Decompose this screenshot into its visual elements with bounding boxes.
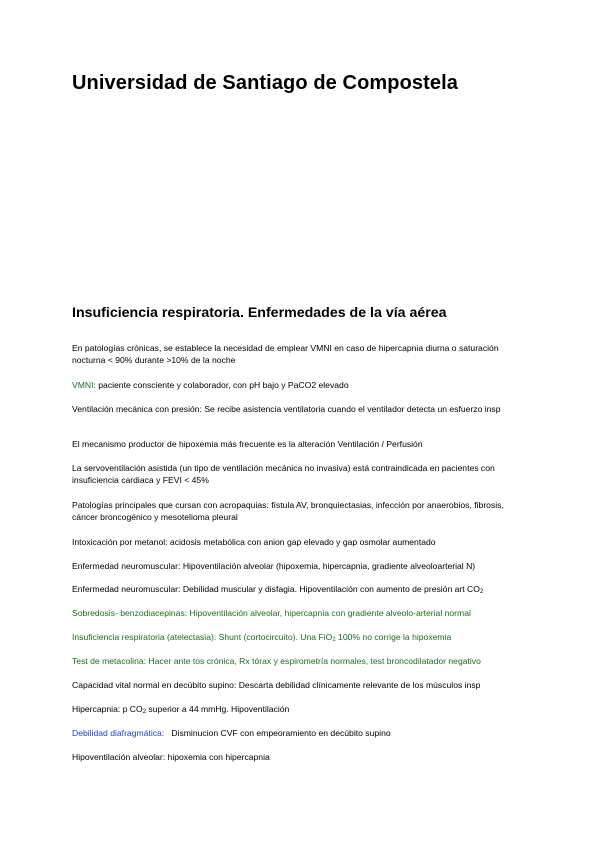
note-text: 100% no corrige la hipoxemia (335, 632, 452, 642)
note-item: Capacidad vital normal en decúbito supino: Descarta debilidad clínicamente relevante de los músculos insp (72, 680, 481, 690)
note-item (72, 632, 532, 644)
note-item (72, 380, 532, 392)
university-title: Universidad de Santiago de Compostela (72, 72, 459, 94)
section-title: Insuficiencia respiratoria. Enfermedades de la vía aérea (72, 305, 447, 321)
note-text: Disminucion CVF con empeoramiento en decúbito supino (164, 728, 391, 738)
note-highlight: Debilidad diafragmática: (72, 728, 165, 738)
note-item (72, 584, 532, 596)
note-item: El mecanismo productor de hipoxemia más frecuente es la alteración Ventilación / Perfusión (72, 439, 423, 449)
note-item: Enfermedad neuromuscular: Hipoventilación alveolar (hipoxemia, hipercapnia, gradiente alveoloarterial N) (72, 561, 476, 571)
note-item: Ventilación mecánica con presión: Se recibe asistencia ventilatoria cuando el ventilador detecta un esfuerzo insp (72, 404, 501, 414)
note-subscript: 2 (142, 709, 147, 715)
note-item: Intoxicación por metanol: acidosis metabólica con anion gap elevado y gap osmolar aumentado (72, 537, 436, 547)
note-item: Patologías principales que cursan con acropaquias: fístula AV, bronquiectasias, infección por anaerobios, fibrosis, cáncer broncogénico y mesotelioma pleural (72, 500, 504, 522)
note-highlight: VMNI: (72, 380, 96, 390)
note-subscript: 2 (332, 637, 336, 643)
note-text: Insuficiencia respiratoria (atelectasia): Shunt (cortocircuito). Una FiO (72, 632, 333, 642)
note-subscript: 2 (479, 589, 484, 595)
note-item: Sobredosis- benzodiacepinas: Hipoventilación alveolar, hipercapnia con gradiente alveolo-arterial normal (72, 608, 471, 618)
note-text: superior a 44 mmHg. Hipoventilación (146, 704, 290, 714)
note-item: En patologías crónicas, se establece la necesidad de emplear VMNI en caso de hipercapnia diurna o saturación nocturna < 90% durante >10% de la noche (72, 343, 499, 365)
note-item: Test de metacolina: Hacer ante tos crónica, Rx tórax y espirometría normales, test broncodilatador negativo (72, 656, 481, 666)
note-item: Hipoventilación alveolar: hipoxemia con hipercapnia (72, 752, 270, 762)
note-item (72, 704, 532, 716)
note-text: Enfermedad neuromuscular: Debilidad muscular y disfagia. Hipoventilación con aumento de presión art CO (72, 584, 480, 594)
note-item (72, 728, 532, 740)
note-text: Hipercapnia: p CO (72, 704, 143, 714)
note-item: La servoventilación asistida (un tipo de ventilación mecánica no invasiva) está contraindicada en pacientes con insuficiencia cardiaca y FEVI < 45% (72, 463, 495, 485)
note-text: paciente consciente y colaborador, con pH bajo y PaCO2 elevado (95, 380, 349, 390)
